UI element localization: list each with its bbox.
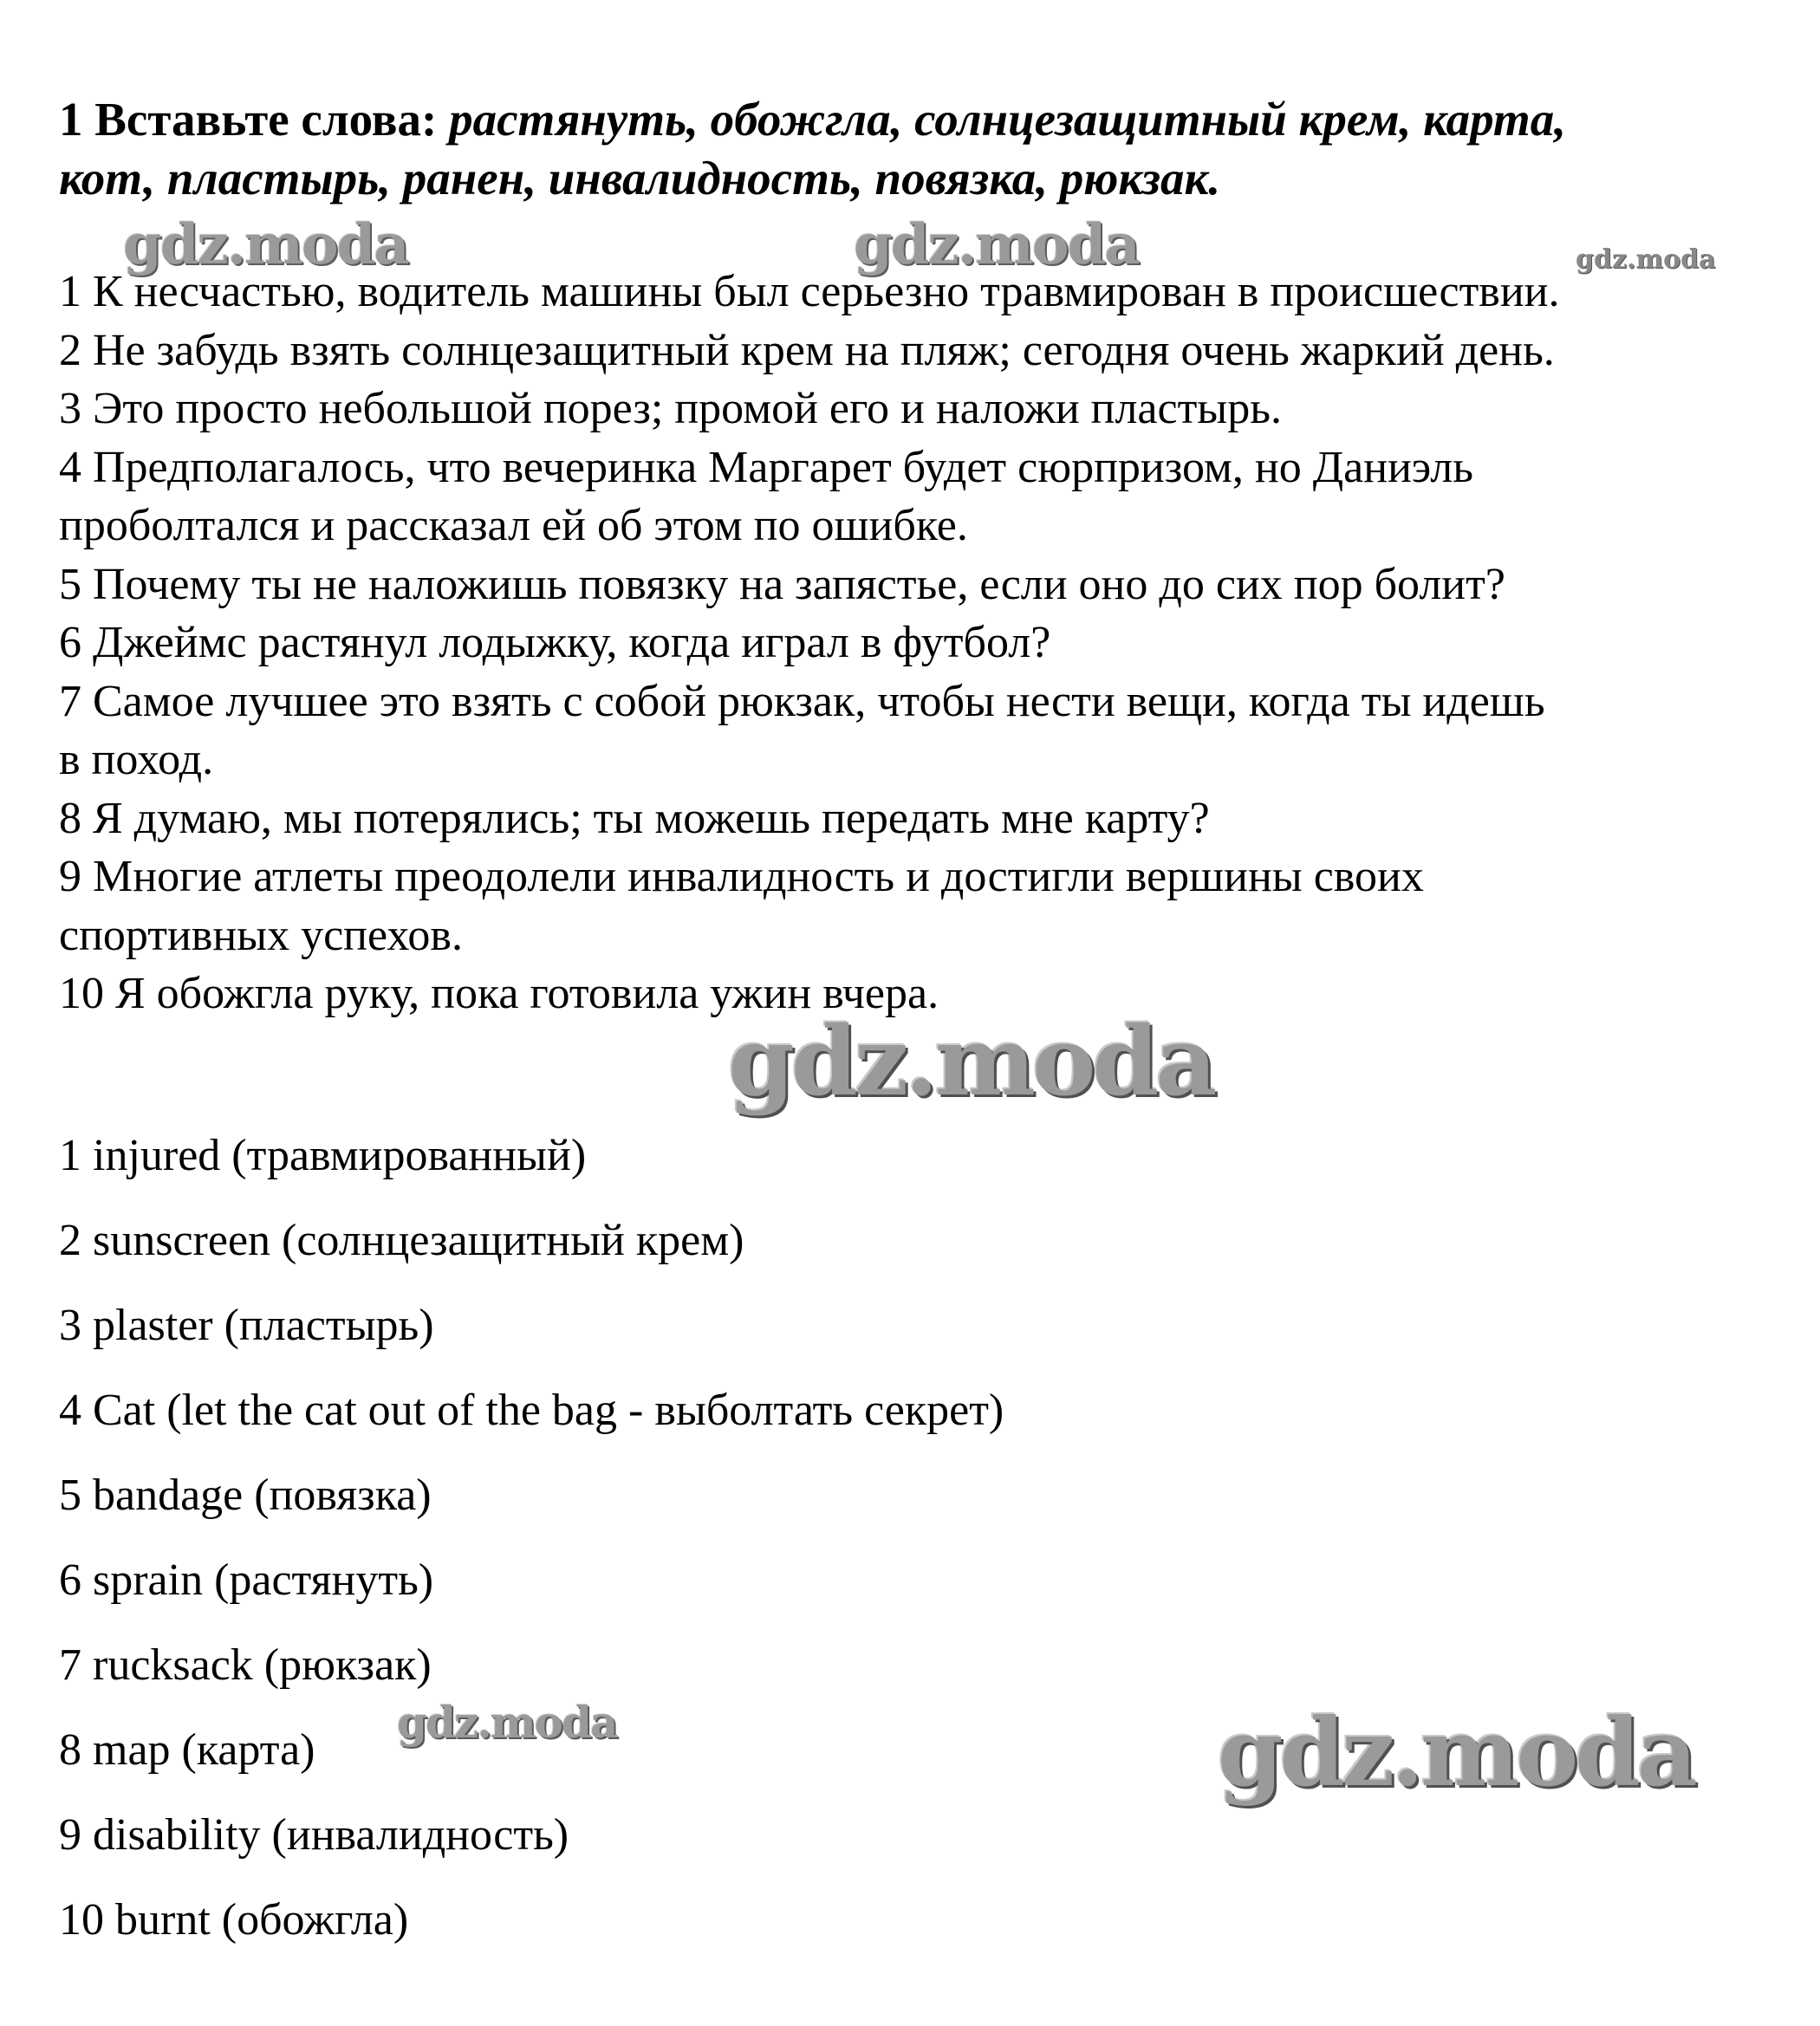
sentence-line: 7 Самое лучшее это взять с собой рюкзак, чтобы нести вещи, когда ты идешь bbox=[59, 676, 1545, 726]
sentence-line: 2 Не забудь взять солнцезащитный крем на пляж; сегодня очень жаркий день. bbox=[59, 325, 1555, 375]
task-word-list-1: растянуть, обожгла, солнцезащитный крем, карта, bbox=[449, 93, 1566, 146]
task-heading bbox=[59, 90, 1758, 208]
watermark: gdz.moda bbox=[397, 1697, 617, 1748]
sentence-line: 1 К несчастью, водитель машины был серьезно травмирован в происшествии. bbox=[59, 267, 1560, 316]
answer-item: 5 bandage (повязка) bbox=[59, 1471, 432, 1520]
translation-sentences bbox=[59, 263, 1775, 1023]
sentence-line: 6 Джеймс растянул лодыжку, когда играл в футбол? bbox=[59, 618, 1051, 667]
watermark: gdz.moda bbox=[1576, 244, 1716, 275]
sentence-line: 8 Я думаю, мы потерялись; ты можешь передать мне карту? bbox=[59, 793, 1210, 843]
answer-item: 7 rucksack (рюкзак) bbox=[59, 1640, 432, 1690]
watermark: gdz.moda bbox=[1218, 1698, 1694, 1808]
sentence-line: 5 Почему ты не наложишь повязку на запястье, если оно до сих пор болит? bbox=[59, 559, 1505, 609]
sentence-line: 9 Многие атлеты преодолели инвалидность и достигли вершины своих bbox=[59, 852, 1424, 901]
sentence-line: проболтался и рассказал ей об этом по ошибке. bbox=[59, 501, 968, 550]
watermark: gdz.moda bbox=[854, 212, 1139, 277]
task-heading-line-1 bbox=[59, 90, 1758, 149]
watermark: gdz.moda bbox=[728, 1005, 1214, 1117]
sentence-line: 4 Предполагалось, что вечеринка Маргарет будет сюрпризом, но Даниэль bbox=[59, 442, 1473, 492]
task-word-list-2: кот, пластырь, ранен, инвалидность, повязка, рюкзак. bbox=[59, 152, 1221, 205]
sentence-line: 3 Это просто небольшой порез; промой его и наложи пластырь. bbox=[59, 384, 1282, 433]
watermark: gdz.moda bbox=[123, 212, 408, 277]
answer-item: 3 plaster (пластырь) bbox=[59, 1301, 434, 1350]
answer-item: 6 sprain (растянуть) bbox=[59, 1555, 434, 1605]
answer-list bbox=[59, 1130, 1706, 1979]
task-heading-prefix: 1 Вставьте слова: bbox=[59, 93, 450, 146]
answer-item: 8 map (карта) bbox=[59, 1725, 315, 1775]
answer-item: 2 sunscreen (солнцезащитный крем) bbox=[59, 1216, 744, 1265]
sentence-line: в поход. bbox=[59, 735, 214, 784]
answer-item: 1 injured (травмированный) bbox=[59, 1131, 587, 1180]
answer-item: 10 burnt (обожгла) bbox=[59, 1895, 409, 1945]
answer-item: 4 Cat (let the cat out of the bag - выболтать секрет) bbox=[59, 1386, 1004, 1435]
sentence-line: 10 Я обожгла руку, пока готовила ужин вчера. bbox=[59, 969, 939, 1018]
sentence-line: спортивных успехов. bbox=[59, 910, 463, 960]
answer-item: 9 disability (инвалидность) bbox=[59, 1810, 569, 1860]
